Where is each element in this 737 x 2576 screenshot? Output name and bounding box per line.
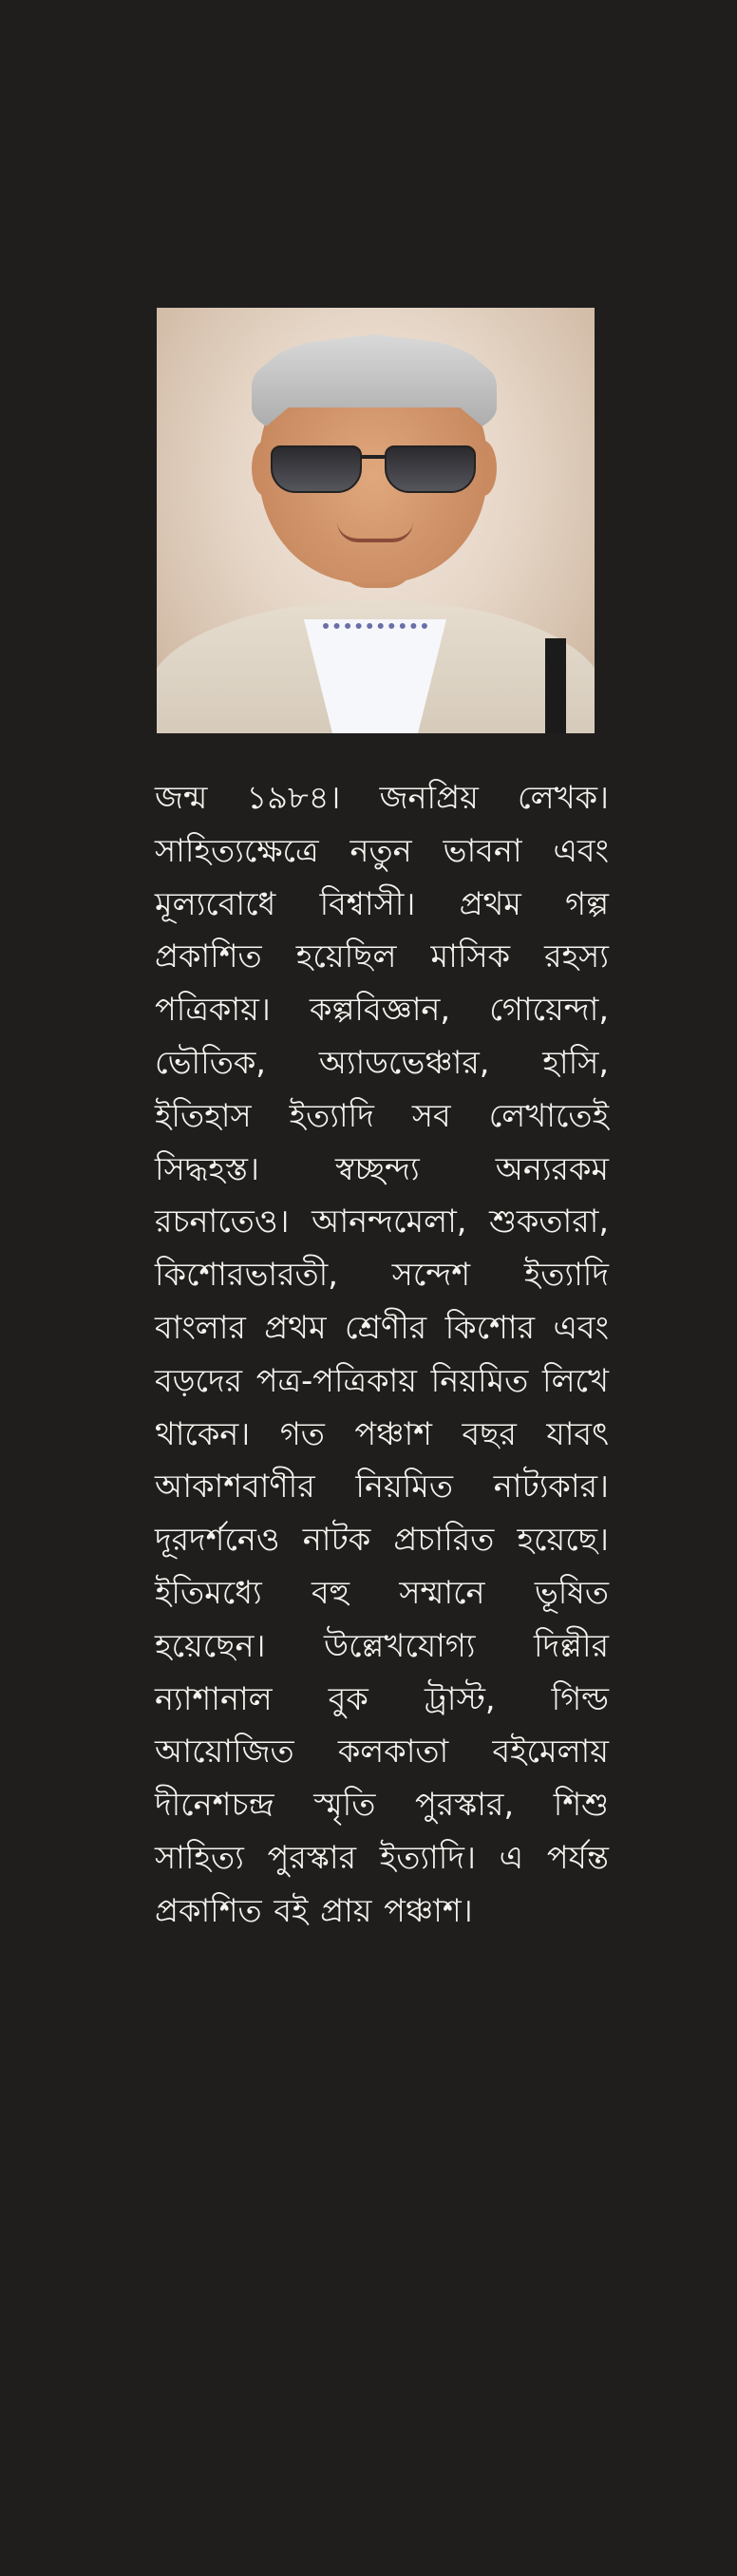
bag-strap — [545, 638, 566, 733]
smile — [337, 521, 413, 542]
sunglasses — [271, 445, 476, 489]
left-lens — [271, 445, 362, 493]
author-photo — [157, 308, 595, 733]
glasses-bridge — [360, 455, 387, 459]
author-biography: জন্ম ১৯৮৪। জনপ্রিয় লেখক। সাহিত্যক্ষেত্রে নতুন ভাবনা এবং মূল্যবোধে বিশ্বাসী। প্রথম গল্প প্রকাশিত হয়েছিল মাসিক রহস্য পত্রিকায়। কল্পবিজ্ঞান, গোয়েন্দা, ভৌতিক, অ্যাডভেঞ্চার, হাসি, ইতিহাস ইত্যাদি সব লেখাতেই সিদ্ধহস্ত। স্বচ্ছন্দ্য অন্যরকম রচনাতেও। আনন্দমেলা, শুকতারা, কিশোরভারতী, সন্দেশ ইত্যাদি বাংলার প্রথম শ্রেণীর কিশোর এবং বড়দের পত্র-পত্রিকায় নিয়মিত লিখে থাকেন। গত পঞ্চাশ বছর যাবৎ আকাশবাণীর নিয়মিত নাট্যকার। দূরদর্শনেও নাটক প্রচারিত হয়েছে। ইতিমধ্যে বহু সম্মানে ভূষিত হয়েছেন। উল্লেখযোগ্য দিল্লীর ন্যাশানাল বুক ট্রাস্ট, গিল্ড আয়োজিত কলকাতা বইমেলায় দীনেশচন্দ্র স্মৃতি পুরস্কার, শিশু সাহিত্য পুরস্কার ইত্যাদি। এ পর্যন্ত প্রকাশিত বই প্রায় পঞ্চাশ। — [155, 779, 609, 1929]
right-lens — [385, 445, 476, 493]
collar-embroidery — [323, 623, 427, 667]
